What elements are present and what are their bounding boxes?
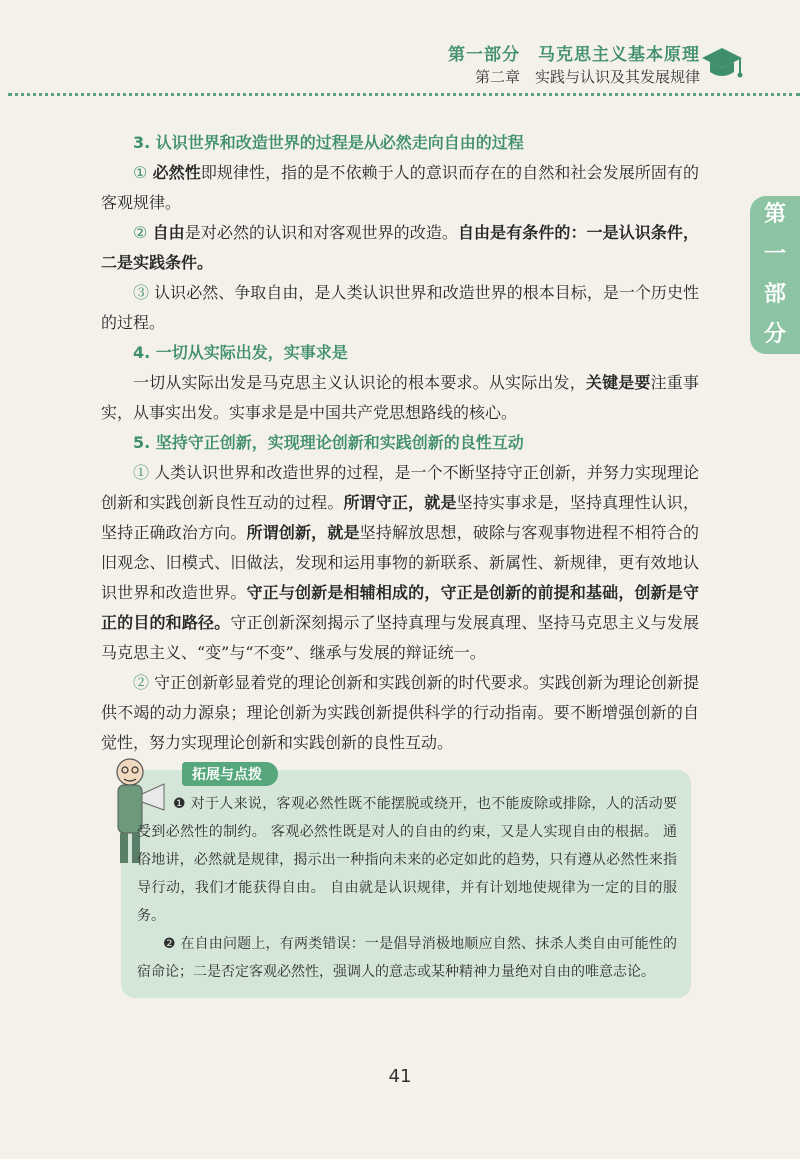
paragraph-text: 守正创新彰显着党的理论创新和实践创新的时代要求。实践创新为理论创新提供不竭的动力源泉；理论创新为实践创新提供科学的行动指南。要不断增强创新的自觉性，努力实现理论创新和实践创新的良性互动。 xyxy=(101,673,699,752)
paragraph-text: 认识必然、争取自由，是人类认识世界和改造世界的根本目标，是一个历史性的过程。 xyxy=(101,283,699,332)
paragraph-text: 即规律性，指的是不依赖于人的意识而存在的自然和社会发展所固有的客观规律。 xyxy=(101,163,699,212)
graduation-cap-icon xyxy=(700,44,744,84)
paragraph-text: 守正创新深刻揭示了坚持真理与发展真理、坚持马克思主义与发展马克思主义、“变”与“不变”、继承与发展的辩证统一。 xyxy=(101,613,699,662)
tip-label: 拓展与点拨 xyxy=(182,762,278,786)
page-number: 41 xyxy=(388,1066,412,1087)
paragraph-text: 注重事实，从事实出发。实事求是是中国共产党思想路线的核心。 xyxy=(101,373,699,422)
bold-term: 所谓创新，就是 xyxy=(246,523,360,542)
item-number: ② xyxy=(133,673,150,692)
paragraph-text: 坚持实事求是，坚持真理性认识，坚持正确政治方向。 xyxy=(101,493,699,542)
tip-point-1: ❶ 对于人来说，客观必然性既不能摆脱或绕开，也不能废除或排除，人的活动要受到必然性的制约。 客观必然性既是对人的自由的约束，又是人实现自由的根据。 通俗地讲，必然就是规律，揭示出一种指向未来的必定如此的趋势，只有遵从必然性来指导行动，我们才能获得自由。 自由就是认识规律，并有计划地使规律为一定的目的服务。 xyxy=(137,796,677,924)
section-3-paragraph-3 xyxy=(101,278,699,338)
section-3-paragraph-1 xyxy=(101,158,699,218)
section-5-paragraph-2 xyxy=(101,668,699,758)
section-3-heading: 3. 认识世界和改造世界的过程是从必然走向自由的过程 xyxy=(133,133,524,152)
item-number: ② xyxy=(133,223,148,242)
bold-term: 守正与创新是相辅相成的，守正是创新的前提和基础，创新是守正的目的和路径。 xyxy=(101,583,699,632)
bold-term: 自由是有条件的：一是认识条件，二是实践条件。 xyxy=(101,223,699,272)
section-4-heading: 4. 一切从实际出发，实事求是 xyxy=(133,343,348,362)
tip-text xyxy=(137,790,677,986)
bold-term: 所谓守正，就是 xyxy=(343,493,457,512)
section-4-paragraph xyxy=(101,368,699,428)
header-part-title: 第一部分 马克思主义基本原理 xyxy=(448,45,700,65)
paragraph-text: 是对必然的认识和对客观世界的改造。 xyxy=(184,223,458,242)
part-side-tab xyxy=(750,196,800,354)
side-tab-char: 部 xyxy=(763,282,786,307)
item-number: ③ xyxy=(133,283,150,302)
section-5-paragraph-1 xyxy=(101,458,699,668)
item-number: ① xyxy=(133,463,150,482)
paragraph-text: 一切从实际出发是马克思主义认识论的根本要求。从实际出发， xyxy=(133,373,586,392)
bold-term: 自由 xyxy=(152,223,185,242)
header-dotted-divider xyxy=(8,93,800,96)
side-tab-char: 一 xyxy=(763,242,786,267)
item-number: ① xyxy=(133,163,148,182)
paragraph-text: 人类认识世界和改造世界的过程，是一个不断坚持守正创新，并努力实现理论创新和实践创新良性互动的过程。 xyxy=(101,463,699,512)
side-tab-char: 第 xyxy=(763,202,786,227)
main-content xyxy=(101,128,699,758)
side-tab-char: 分 xyxy=(763,322,786,347)
section-3-paragraph-2 xyxy=(101,218,699,278)
tip-point-2: ❷ 在自由问题上，有两类错误：一是倡导消极地顺应自然、抹杀人类自由可能性的宿命论；二是否定客观必然性，强调人的意志或某种精神力量绝对自由的唯意志论。 xyxy=(137,936,677,980)
section-5-heading: 5. 坚持守正创新，实现理论创新和实践创新的良性互动 xyxy=(133,433,524,452)
paragraph-text: 坚持解放思想，破除与客观事物进程不相符合的旧观念、旧模式、旧做法，发现和运用事物的新联系、新属性、新规律，更有效地认识世界和改造世界。 xyxy=(101,523,699,602)
bold-term: 关键是要 xyxy=(585,373,651,392)
bold-term: 必然性 xyxy=(152,163,201,182)
header-chapter-title: 第二章 实践与认识及其发展规律 xyxy=(474,68,700,86)
